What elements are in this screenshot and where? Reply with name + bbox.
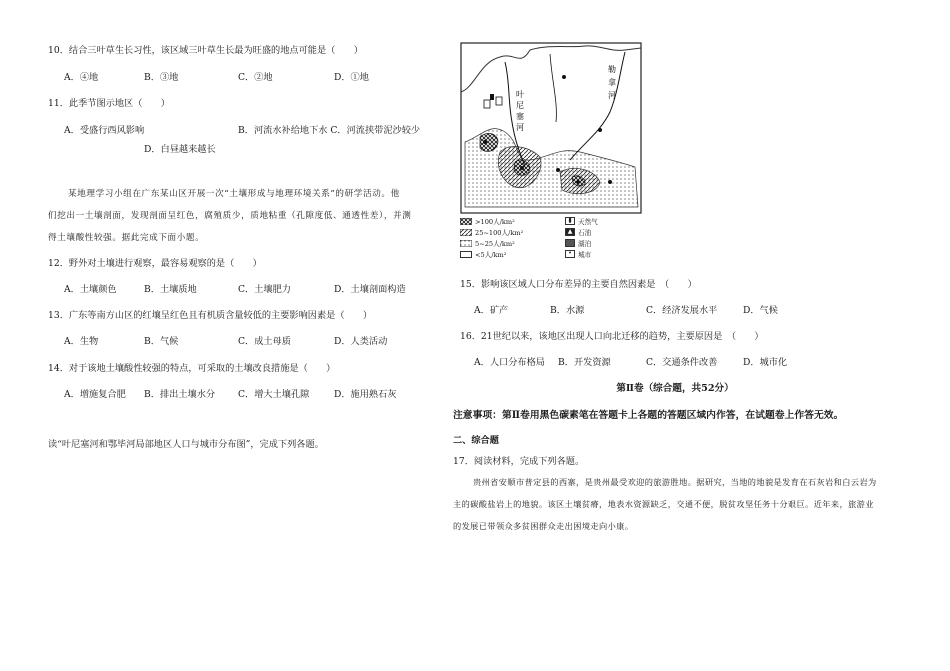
question-11-stem: 11．此季节图示地区（ ） [48, 98, 170, 109]
legend-item [565, 238, 591, 248]
legend-swatch-dots [460, 240, 472, 247]
city-marker [562, 75, 566, 79]
legend-label: >100人/km² [475, 218, 515, 226]
question-10-option-b[interactable]: B．③地 [144, 72, 179, 83]
city-icon: • [565, 250, 575, 258]
oil-icon: ▲ [565, 228, 575, 236]
legend-item [565, 227, 591, 237]
part-2-title: 第Ⅱ卷（综合题，共52分） [616, 383, 734, 394]
question-16-option-c[interactable]: C．交通条件改善 [646, 357, 718, 368]
legend-item [565, 216, 598, 226]
question-16-stem: 16．21世纪以来，该地区出现人口向北迁移的趋势，主要原因是 （ ） [460, 331, 764, 342]
city-marker [576, 180, 580, 184]
question-14-option-c[interactable]: C．增大土壤孔隙 [238, 389, 310, 400]
question-10-option-d[interactable]: D．①地 [334, 72, 369, 83]
question-15-option-c[interactable]: C．经济发展水平 [646, 305, 718, 316]
q17-passage-line-1: 贵州省安顺市普定县的西寨，是贵州最受欢迎的旅游胜地。据研究，当地的地貌是发育在石灰岩和白云岩为 [473, 477, 877, 487]
question-10-stem: 10．结合三叶草生长习性，该区域三叶草生长最为旺盛的地点可能是（ ） [48, 45, 363, 56]
legend-label: 5~25人/km² [475, 240, 515, 248]
q17-passage [453, 471, 918, 537]
legend-swatch-diag [460, 229, 472, 236]
q17-passage-line-2: 主的碳酸盐岩上的地貌。该区土壤贫瘠，地表水资源缺乏，交通不便，脱贫攻坚任务十分艰巨。近年来，旅游业 [453, 499, 874, 509]
question-13-option-a[interactable]: A．生物 [64, 336, 99, 347]
legend-swatch-cross [460, 218, 472, 225]
legend-label: 石油 [578, 229, 592, 237]
soil-passage [48, 183, 438, 249]
map-river2-label: 勒 [608, 65, 616, 74]
legend-label: 湖泊 [578, 240, 592, 248]
gas-icon: ▮ [565, 217, 575, 225]
question-13-option-c[interactable]: C．成土母质 [238, 336, 291, 347]
question-14-option-d[interactable]: D．施用熟石灰 [334, 389, 397, 400]
question-15-stem: 15．影响该区域人口分布差异的主要自然因素是 （ ） [460, 279, 697, 290]
question-16-option-b[interactable]: B．开发资源 [558, 357, 611, 368]
part-2-notice: 注意事项：第Ⅱ卷用黑色碳素笔在答题卡上各题的答题区域内作答，在试题卷上作答无效。 [453, 410, 844, 421]
question-11-option-a[interactable]: A．受盛行西风影响 [64, 125, 145, 136]
question-13-option-b[interactable]: B．气候 [144, 336, 179, 347]
legend-label: 天然气 [578, 218, 598, 226]
map-legend [460, 212, 660, 262]
q17-passage-line-3: 的发展已带领众多贫困群众走出困境走向小康。 [453, 521, 634, 531]
question-15-option-d[interactable]: D．气候 [743, 305, 778, 316]
map-river2-label: 河 [608, 91, 616, 100]
question-10-option-a[interactable]: A．④地 [64, 72, 99, 83]
question-10-option-c[interactable]: C．②地 [238, 72, 273, 83]
legend-item [460, 249, 506, 259]
question-16-option-d[interactable]: D．城市化 [743, 357, 788, 368]
question-12-option-b[interactable]: B．土壤质地 [144, 284, 197, 295]
map-river-label: 尼 [516, 101, 524, 110]
question-12-option-a[interactable]: A．土壤颜色 [64, 284, 117, 295]
question-13-stem: 13．广东等南方山区的红壤呈红色且有机质含量较低的主要影响因素是（ ） [48, 310, 373, 321]
map-river2-label: 拿 [608, 78, 616, 87]
question-16-option-a[interactable]: A．人口分布格局 [474, 357, 545, 368]
question-11-option-bc[interactable]: B．河流水补给地下水 C．河流挟带泥沙较少 [238, 125, 421, 136]
oil-icon [490, 94, 494, 100]
question-17-stem: 17．阅读材料，完成下列各题。 [453, 456, 585, 467]
question-15-option-b[interactable]: B．水源 [550, 305, 585, 316]
question-13-option-d[interactable]: D．人类活动 [334, 336, 388, 347]
gas-icon [496, 97, 502, 105]
legend-item [460, 216, 515, 226]
legend-swatch-blank [460, 251, 472, 258]
legend-label: <5人/km² [475, 251, 507, 259]
map-svg [460, 42, 642, 214]
city-marker [483, 140, 487, 144]
soil-passage-line-3: 得土壤酸性较强。据此完成下面小题。 [48, 233, 205, 243]
gas-icon [484, 100, 490, 108]
question-12-stem: 12．野外对土壤进行观察，最容易观察的是（ ） [48, 258, 262, 269]
soil-passage-line-2: 们挖出一土壤剖面，发现剖面呈红色，腐殖质少，质地粘重（孔隙度低、通透性差），并测 [48, 211, 412, 221]
map-river-label: 河 [516, 123, 524, 132]
soil-passage-line-1: 某地理学习小组在广东某山区开展一次“土壤形成与地理环境关系”的研学活动。他 [68, 189, 400, 199]
section-heading: 二、综合题 [453, 435, 499, 446]
question-12-option-c[interactable]: C．土壤肥力 [238, 284, 291, 295]
legend-item [565, 249, 591, 259]
map-intro: 读“叶尼塞河和鄂毕河局部地区人口与城市分布图”，完成下列各题。 [48, 439, 324, 450]
legend-label: 25~100人/km² [475, 229, 524, 237]
city-marker [608, 180, 612, 184]
legend-item [460, 227, 523, 237]
legend-item [460, 238, 515, 248]
map-river-label: 叶 [516, 90, 524, 99]
question-15-option-a[interactable]: A．矿产 [474, 305, 509, 316]
question-12-option-d[interactable]: D．土壤剖面构造 [334, 284, 406, 295]
question-11-option-d[interactable]: D．白昼越来越长 [144, 144, 216, 155]
map-river-label: 塞 [516, 112, 524, 121]
city-marker [598, 128, 602, 132]
city-marker [556, 168, 560, 172]
question-14-option-b[interactable]: B．排出土壤水分 [144, 389, 216, 400]
question-14-option-a[interactable]: A．增施复合肥 [64, 389, 126, 400]
question-14-stem: 14．对于该地土壤酸性较强的特点，可采取的土壤改良措施是（ ） [48, 363, 336, 374]
legend-label: 城市 [578, 251, 592, 259]
lake-icon [565, 239, 575, 247]
city-marker [520, 166, 524, 170]
